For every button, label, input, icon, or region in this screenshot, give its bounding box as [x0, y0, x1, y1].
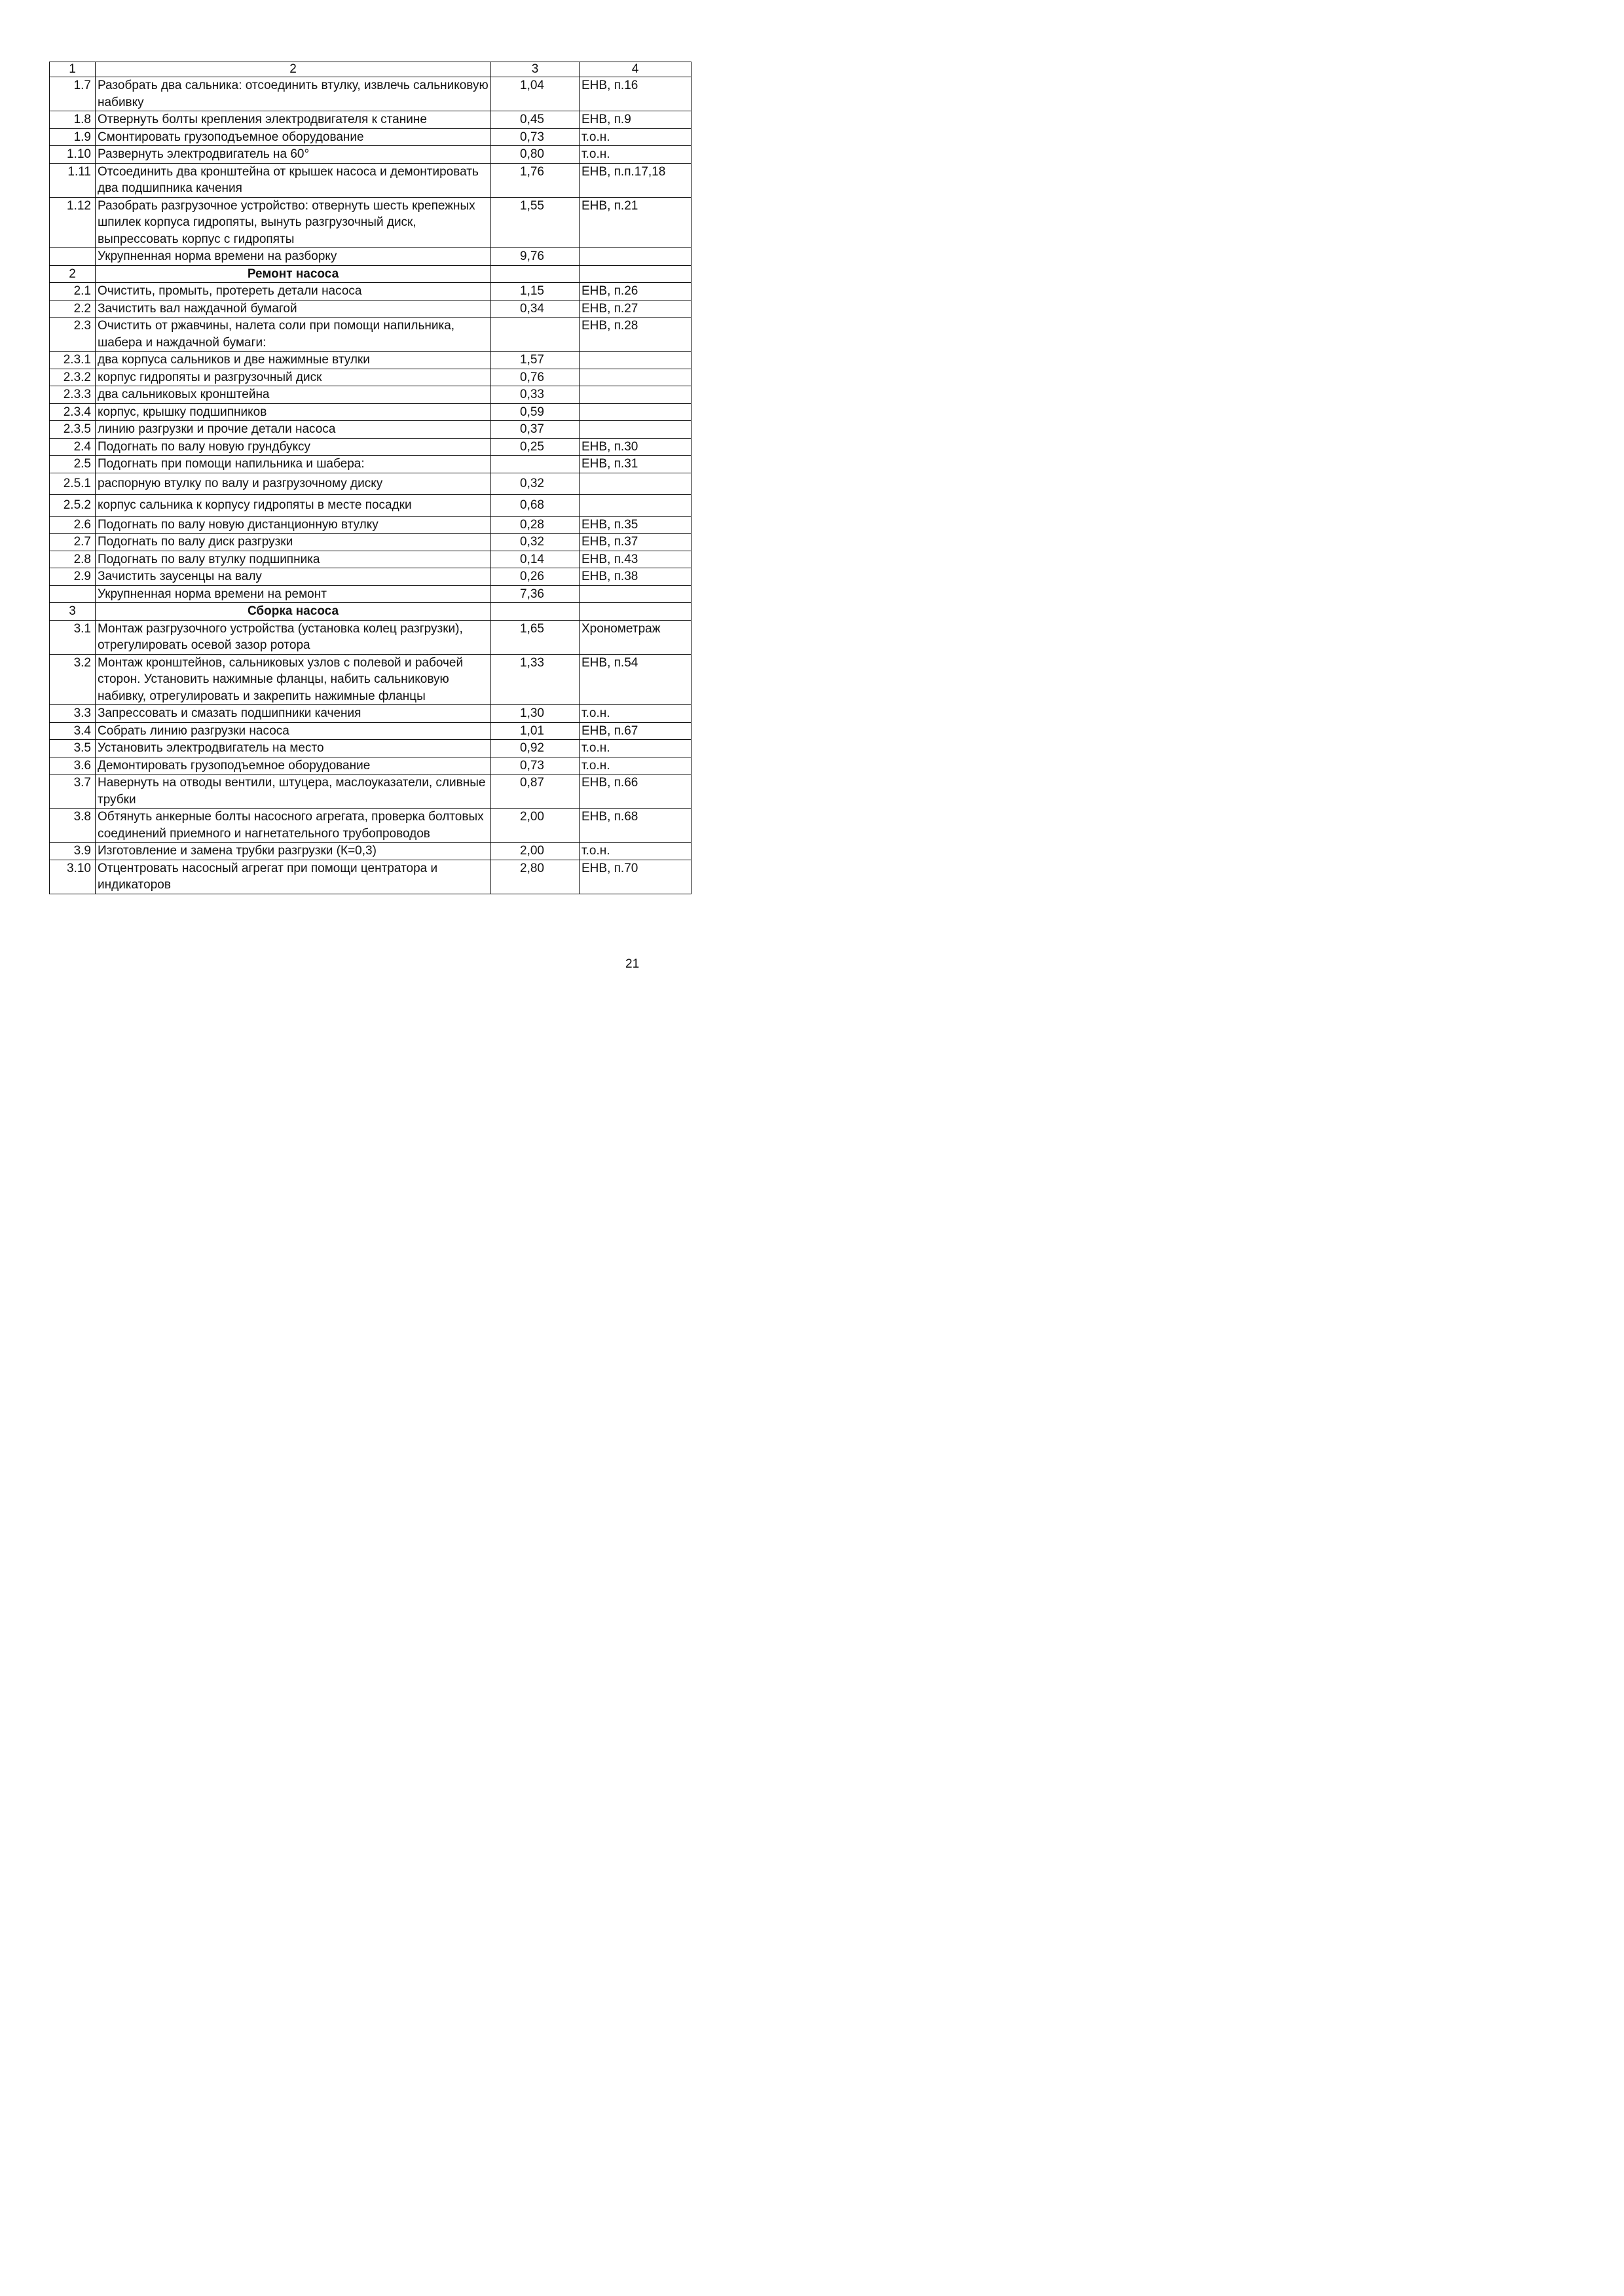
- operation-cell: Подогнать по валу новую грундбуксу: [96, 438, 491, 456]
- page-number: 21: [625, 957, 640, 971]
- row-number-cell: 1.8: [50, 111, 96, 129]
- operation-cell: Подогнать по валу новую дистанционную втулку: [96, 516, 491, 534]
- row-number-cell: 2.1: [50, 283, 96, 301]
- operation-cell: Собрать линию разгрузки насоса: [96, 722, 491, 740]
- time-norm-cell: 0,26: [491, 568, 580, 586]
- row-number-cell: 1.11: [50, 163, 96, 197]
- row-number-cell: 3.4: [50, 722, 96, 740]
- header-cell-1: 1: [50, 62, 96, 77]
- operation-cell: Установить электродвигатель на место: [96, 740, 491, 757]
- time-norm-cell: 0,14: [491, 551, 580, 568]
- table-row: [50, 403, 692, 421]
- reference-cell: ЕНВ, п.26: [580, 283, 692, 301]
- operation-cell: корпус, крышку подшипников: [96, 403, 491, 421]
- reference-cell: [580, 603, 692, 621]
- row-number-cell: 3.2: [50, 654, 96, 705]
- row-number-cell: 2.5.2: [50, 494, 96, 516]
- operation-cell: Сборка насоса: [96, 603, 491, 621]
- time-norm-cell: 0,37: [491, 421, 580, 439]
- row-number-cell: 3.6: [50, 757, 96, 774]
- time-norm-cell: 1,30: [491, 705, 580, 723]
- time-norm-cell: 0,87: [491, 774, 580, 809]
- header-cell-3: 3: [491, 62, 580, 77]
- table-row: [50, 568, 692, 586]
- table-row: [50, 77, 692, 111]
- row-number-cell: 2: [50, 265, 96, 283]
- time-norm-cell: 9,76: [491, 248, 580, 266]
- operation-cell: два корпуса сальников и две нажимные втулки: [96, 352, 491, 369]
- time-norm-cell: [491, 603, 580, 621]
- time-norm-cell: [491, 456, 580, 473]
- row-number-cell: 2.9: [50, 568, 96, 586]
- reference-cell: [580, 421, 692, 439]
- reference-cell: ЕНВ, п.68: [580, 809, 692, 843]
- table-row: [50, 300, 692, 318]
- row-number-cell: 2.5.1: [50, 473, 96, 494]
- table-row: [50, 146, 692, 164]
- operation-cell: Подогнать при помощи напильника и шабера:: [96, 456, 491, 473]
- table-row: [50, 620, 692, 654]
- row-number-cell: 3.3: [50, 705, 96, 723]
- table-row: [50, 163, 692, 197]
- table-row: [50, 283, 692, 301]
- operation-cell: Монтаж разгрузочного устройства (установка колец разгрузки), отрегулировать осевой зазор ротора: [96, 620, 491, 654]
- row-number-cell: 2.3.4: [50, 403, 96, 421]
- time-norm-cell: 0,73: [491, 128, 580, 146]
- operation-cell: корпус гидропяты и разгрузочный диск: [96, 369, 491, 386]
- reference-cell: [580, 369, 692, 386]
- time-norm-cell: 1,33: [491, 654, 580, 705]
- reference-cell: ЕНВ, п.31: [580, 456, 692, 473]
- section-row: [50, 603, 692, 621]
- reference-cell: [580, 386, 692, 404]
- table-row: [50, 774, 692, 809]
- reference-cell: ЕНВ, п.66: [580, 774, 692, 809]
- reference-cell: [580, 265, 692, 283]
- row-number-cell: 1.9: [50, 128, 96, 146]
- reference-cell: т.о.н.: [580, 843, 692, 860]
- operation-cell: два сальниковых кронштейна: [96, 386, 491, 404]
- time-norm-cell: [491, 318, 580, 352]
- table-row: [50, 456, 692, 473]
- operation-cell: Ремонт насоса: [96, 265, 491, 283]
- table-row: [50, 318, 692, 352]
- row-number-cell: [50, 585, 96, 603]
- reference-cell: ЕНВ, п.35: [580, 516, 692, 534]
- operation-cell: Укрупненная норма времени на ремонт: [96, 585, 491, 603]
- table-row: [50, 386, 692, 404]
- table-row: [50, 369, 692, 386]
- section-row: [50, 265, 692, 283]
- reference-cell: ЕНВ, п.30: [580, 438, 692, 456]
- time-norm-cell: 0,80: [491, 146, 580, 164]
- reference-cell: ЕНВ, п.27: [580, 300, 692, 318]
- table-row: [50, 516, 692, 534]
- operation-cell: Отвернуть болты крепления электродвигателя к станине: [96, 111, 491, 129]
- time-norm-cell: 0,28: [491, 516, 580, 534]
- row-number-cell: 2.3.5: [50, 421, 96, 439]
- reference-cell: ЕНВ, п.38: [580, 568, 692, 586]
- table-row: [50, 197, 692, 248]
- operation-cell: Подогнать по валу втулку подшипника: [96, 551, 491, 568]
- reference-cell: [580, 403, 692, 421]
- time-norm-cell: 0,33: [491, 386, 580, 404]
- time-norm-cell: [491, 265, 580, 283]
- table-row: [50, 248, 692, 266]
- reference-cell: [580, 473, 692, 494]
- operation-cell: Очистить от ржавчины, налета соли при помощи напильника, шабера и наждачной бумаги:: [96, 318, 491, 352]
- table-row: [50, 585, 692, 603]
- reference-cell: ЕНВ, п.16: [580, 77, 692, 111]
- row-number-cell: 3.9: [50, 843, 96, 860]
- header-cell-4: 4: [580, 62, 692, 77]
- operation-cell: Разобрать два сальника: отсоединить втулку, извлечь сальниковую набивку: [96, 77, 491, 111]
- operation-cell: Демонтировать грузоподъемное оборудование: [96, 757, 491, 774]
- operation-cell: Зачистить заусенцы на валу: [96, 568, 491, 586]
- reference-cell: т.о.н.: [580, 705, 692, 723]
- operation-cell: Изготовление и замена трубки разгрузки (К=0,3): [96, 843, 491, 860]
- time-norm-cell: 2,00: [491, 843, 580, 860]
- time-norm-cell: 1,15: [491, 283, 580, 301]
- operation-cell: Обтянуть анкерные болты насосного агрегата, проверка болтовых соединений приемного и нагнетательного трубопроводов: [96, 809, 491, 843]
- row-number-cell: 2.3: [50, 318, 96, 352]
- row-number-cell: 1.7: [50, 77, 96, 111]
- time-norm-cell: 2,80: [491, 860, 580, 894]
- time-norm-cell: 0,32: [491, 534, 580, 551]
- row-number-cell: 2.4: [50, 438, 96, 456]
- operation-cell: Развернуть электродвигатель на 60°: [96, 146, 491, 164]
- time-norm-cell: 1,04: [491, 77, 580, 111]
- row-number-cell: 3.10: [50, 860, 96, 894]
- time-norm-cell: 0,68: [491, 494, 580, 516]
- time-norm-cell: 0,59: [491, 403, 580, 421]
- table-body: [50, 62, 692, 894]
- reference-cell: [580, 352, 692, 369]
- time-norm-cell: 1,76: [491, 163, 580, 197]
- row-number-cell: 2.3.2: [50, 369, 96, 386]
- table-row: [50, 534, 692, 551]
- row-number-cell: 1.12: [50, 197, 96, 248]
- row-number-cell: 2.5: [50, 456, 96, 473]
- operation-cell: распорную втулку по валу и разгрузочному диску: [96, 473, 491, 494]
- row-number-cell: 2.3.3: [50, 386, 96, 404]
- time-norm-cell: 0,45: [491, 111, 580, 129]
- row-number-cell: 2.6: [50, 516, 96, 534]
- time-norm-cell: 1,57: [491, 352, 580, 369]
- row-number-cell: 3.5: [50, 740, 96, 757]
- time-norm-cell: 1,65: [491, 620, 580, 654]
- table-row: [50, 352, 692, 369]
- operation-cell: Очистить, промыть, протереть детали насоса: [96, 283, 491, 301]
- operation-cell: Разобрать разгрузочное устройство: отвернуть шесть крепежных шпилек корпуса гидропяты, вынуть разгрузочный диск, выпрессовать корпус с гидропяты: [96, 197, 491, 248]
- table-row: [50, 494, 692, 516]
- reference-cell: ЕНВ, п.37: [580, 534, 692, 551]
- table-header-row: [50, 62, 692, 77]
- row-number-cell: 3: [50, 603, 96, 621]
- row-number-cell: 3.7: [50, 774, 96, 809]
- time-norm-cell: 0,32: [491, 473, 580, 494]
- operation-cell: Навернуть на отводы вентили, штуцера, маслоуказатели, сливные трубки: [96, 774, 491, 809]
- reference-cell: ЕНВ, п.9: [580, 111, 692, 129]
- reference-cell: т.о.н.: [580, 146, 692, 164]
- table-row: [50, 421, 692, 439]
- reference-cell: ЕНВ, п.70: [580, 860, 692, 894]
- row-number-cell: 2.2: [50, 300, 96, 318]
- row-number-cell: 2.7: [50, 534, 96, 551]
- operation-cell: Отцентровать насосный агрегат при помощи центратора и индикаторов: [96, 860, 491, 894]
- table-row: [50, 551, 692, 568]
- table-row: [50, 654, 692, 705]
- table-row: [50, 128, 692, 146]
- reference-cell: Хронометраж: [580, 620, 692, 654]
- reference-cell: ЕНВ, п.43: [580, 551, 692, 568]
- row-number-cell: 3.8: [50, 809, 96, 843]
- table-row: [50, 740, 692, 757]
- reference-cell: т.о.н.: [580, 128, 692, 146]
- row-number-cell: 2.8: [50, 551, 96, 568]
- header-cell-2: 2: [96, 62, 491, 77]
- table-row: [50, 111, 692, 129]
- row-number-cell: 1.10: [50, 146, 96, 164]
- time-norm-cell: 1,55: [491, 197, 580, 248]
- table-row: [50, 860, 692, 894]
- time-norm-cell: 0,25: [491, 438, 580, 456]
- table-row: [50, 757, 692, 774]
- operation-cell: Отсоединить два кронштейна от крышек насоса и демонтировать два подшипника качения: [96, 163, 491, 197]
- row-number-cell: [50, 248, 96, 266]
- operation-cell: Укрупненная норма времени на разборку: [96, 248, 491, 266]
- table-row: [50, 843, 692, 860]
- operation-cell: Подогнать по валу диск разгрузки: [96, 534, 491, 551]
- reference-cell: ЕНВ, п.п.17,18: [580, 163, 692, 197]
- norms-table: [49, 62, 692, 894]
- operation-cell: Зачистить вал наждачной бумагой: [96, 300, 491, 318]
- table-row: [50, 438, 692, 456]
- time-norm-cell: 0,76: [491, 369, 580, 386]
- operation-cell: линию разгрузки и прочие детали насоса: [96, 421, 491, 439]
- reference-cell: [580, 585, 692, 603]
- row-number-cell: 2.3.1: [50, 352, 96, 369]
- time-norm-cell: 0,34: [491, 300, 580, 318]
- row-number-cell: 3.1: [50, 620, 96, 654]
- time-norm-cell: 2,00: [491, 809, 580, 843]
- reference-cell: ЕНВ, п.67: [580, 722, 692, 740]
- reference-cell: [580, 494, 692, 516]
- time-norm-cell: 0,73: [491, 757, 580, 774]
- time-norm-cell: 0,92: [491, 740, 580, 757]
- reference-cell: ЕНВ, п.54: [580, 654, 692, 705]
- operation-cell: Смонтировать грузоподъемное оборудование: [96, 128, 491, 146]
- reference-cell: т.о.н.: [580, 740, 692, 757]
- table-row: [50, 473, 692, 494]
- reference-cell: [580, 248, 692, 266]
- table-row: [50, 809, 692, 843]
- time-norm-cell: 7,36: [491, 585, 580, 603]
- table-row: [50, 705, 692, 723]
- operation-cell: Запрессовать и смазать подшипники качения: [96, 705, 491, 723]
- table-row: [50, 722, 692, 740]
- operation-cell: корпус сальника к корпусу гидропяты в месте посадки: [96, 494, 491, 516]
- time-norm-cell: 1,01: [491, 722, 580, 740]
- reference-cell: ЕНВ, п.21: [580, 197, 692, 248]
- reference-cell: т.о.н.: [580, 757, 692, 774]
- reference-cell: ЕНВ, п.28: [580, 318, 692, 352]
- operation-cell: Монтаж кронштейнов, сальниковых узлов с полевой и рабочей сторон. Установить нажимные фланцы, набить сальниковую набивку, отрегулировать и закрепить нажимные фланцы: [96, 654, 491, 705]
